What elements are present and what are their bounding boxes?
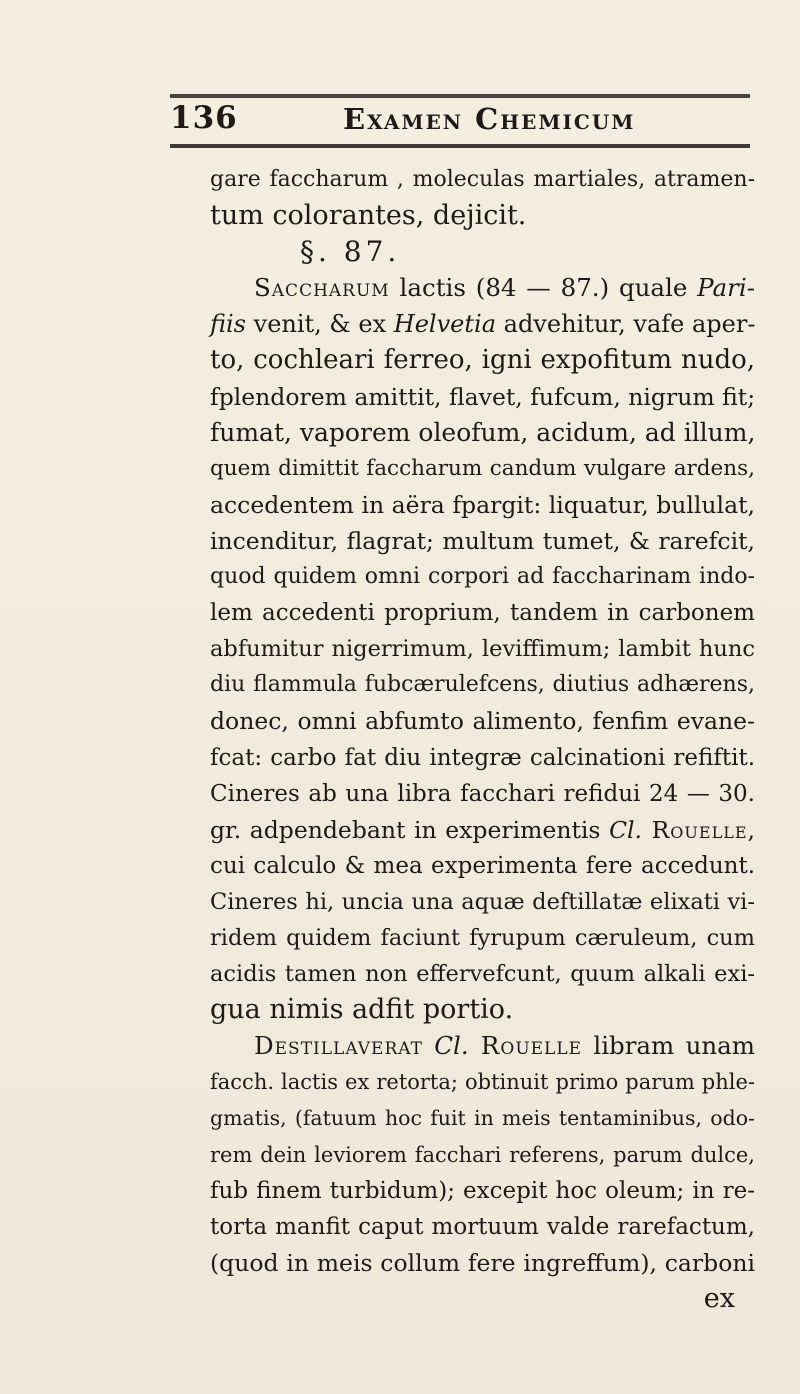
text-line: fumat, vaporem oleofum, acidum, ad illum, xyxy=(210,417,756,447)
text-line: incenditur, flagrat; multum tumet, & rarefcit, xyxy=(210,526,755,555)
text-italic: fiis xyxy=(210,310,246,339)
text-line: fcat: carbo fat diu integræ calcinationi refiftit. xyxy=(210,744,755,771)
text-smallcaps: Rouelle xyxy=(468,1031,583,1061)
text-line xyxy=(210,812,755,848)
header-rule xyxy=(170,144,750,148)
text-line: (quod in meis collum fere ingreffum), carboni xyxy=(210,1248,755,1277)
text-line: Cineres ab una libra facchari refidui 24 — 30. xyxy=(210,780,755,807)
running-head: Examen Chemicum xyxy=(343,102,636,136)
text-line: fub finem turbidum); excepit hoc oleum; in re- xyxy=(210,1177,755,1204)
text-smallcaps: Saccharum xyxy=(254,273,390,303)
text-line: torta manfit caput mortuum valde rarefactum, xyxy=(210,1213,755,1240)
section-number: §. 87. xyxy=(300,235,401,269)
text-line: quem dimittit faccharum candum vulgare ardens, xyxy=(210,455,755,481)
text-line: donec, omni abfumto alimento, fenfim evane- xyxy=(210,707,755,736)
text-line: gmatis, (fatuum hoc fuit in meis tentaminibus, odo- xyxy=(210,1106,755,1131)
text-run: advehitur, vafe aper- xyxy=(496,310,756,339)
text-smallcaps: Rouelle xyxy=(642,815,748,844)
text-line: to, cochleari ferreo, igni expofitum nudo, xyxy=(210,345,755,376)
text-italic: Pari- xyxy=(697,273,755,303)
text-line: quod quidem omni corpori ad faccharinam indo- xyxy=(210,564,755,590)
text-line: gua nimis adfit portio. xyxy=(210,994,514,1026)
text-line xyxy=(210,1028,755,1064)
text-line: abfumitur nigerrimum, leviffimum; lambit hunc xyxy=(210,636,755,663)
body-text xyxy=(210,162,755,1317)
page-header xyxy=(170,100,750,144)
text-line xyxy=(210,306,755,342)
top-rule xyxy=(170,94,750,98)
text-line: accedentem in aëra fpargit: liquatur, bullulat, xyxy=(210,490,755,519)
catchword: ex xyxy=(703,1282,735,1314)
text-line: diu flammula fubcærulefcens, diutius adhærens, xyxy=(210,672,755,698)
text-run: , xyxy=(747,815,755,844)
text-line: gare faccharum , moleculas martiales, atramen- xyxy=(210,167,755,192)
text-line: cui calculo & mea experimenta fere accedunt. xyxy=(210,852,755,879)
text-run: venit, & ex xyxy=(246,310,394,339)
text-italic: Cl. xyxy=(422,1031,469,1061)
text-run: lactis (84 — 87.) quale xyxy=(389,273,698,303)
text-line: acidis tamen non effervefcunt, quum alkali exi- xyxy=(210,961,755,988)
text-line: rem dein leviorem facchari referens, parum dulce, xyxy=(210,1142,755,1167)
text-line: tum colorantes, dejicit. xyxy=(210,200,527,232)
text-italic: Helvetia xyxy=(393,310,496,339)
page-number: 136 xyxy=(170,100,238,136)
text-smallcaps: Destillaverat xyxy=(254,1031,423,1061)
text-line: ridem quidem faciunt fyrupum cæruleum, cum xyxy=(210,924,755,951)
text-line: Cineres hi, uncia una aquæ deftillatæ elixati vi- xyxy=(210,888,755,915)
text-italic: Cl. xyxy=(609,815,643,844)
text-line: fplendorem amittit, flavet, fufcum, nigrum fit; xyxy=(210,382,756,411)
text-run: gr. adpendebant in experimentis xyxy=(210,815,610,844)
text-line: facch. lactis ex retorta; obtinuit primo parum phle- xyxy=(210,1070,755,1095)
text-line xyxy=(210,270,755,306)
text-line: lem accedenti proprium, tandem in carbonem xyxy=(210,600,755,627)
text-run: libram unam xyxy=(582,1031,755,1061)
